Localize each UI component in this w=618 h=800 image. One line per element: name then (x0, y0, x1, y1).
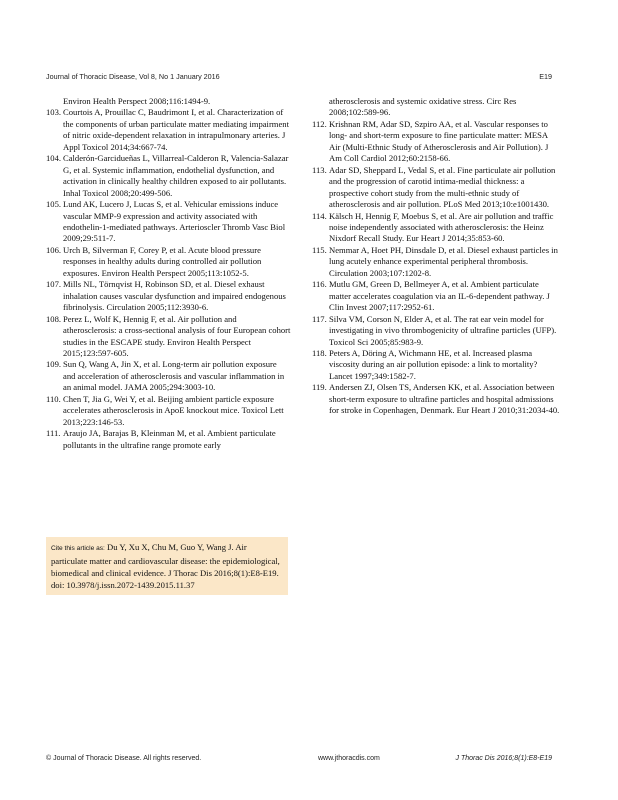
journal-reference: J Thorac Dis 2016;8(1):E8-E19 (455, 755, 552, 762)
reference-item: Environ Health Perspect 2008;116:1494-9. (63, 96, 211, 106)
reference-item: 104. Calderón-Garcidueñas L, Villarreal-Calderon R, Valencia-Salazar G, et al. Systemic inflammation, endothelial dysfunction, and activation in clinically healthy children exposed to air pollutants. Inhal Toxicol 2008;20:499-506. (46, 153, 289, 198)
reference-item: 114. Kälsch H, Hennig F, Moebus S, et al. Are air pollution and traffic noise independently associated with atherosclerosis: the Heinz Nixdorf Recall Study. Eur Heart J 2014;35:853-60. (312, 210, 554, 244)
left-column (46, 96, 291, 451)
reference-item: 117. Silva VM, Corson N, Elder A, et al. The rat ear vein model for investigating in vivo thrombogenicity of ultrafine particles (UFP). Toxicol Sci 2005;85:983-9. (312, 313, 557, 347)
reference-item: 107. Mills NL, Törnqvist H, Robinson SD, et al. Diesel exhaust inhalation causes vascular dysfunction and impaired endogenous fibrinolysis. Circulation 2005;112:3930-6. (46, 279, 286, 313)
reference-item: atherosclerosis and systemic oxidative stress. Circ Res 2008;102:589-96. (329, 96, 517, 118)
reference-item: 119. Andersen ZJ, Olsen TS, Andersen KK, et al. Association between short-term exposure to ultrafine particles and hospital admissions for stroke in Copenhagen, Denmark. Eur Heart J 2010;31:2034-40. (312, 382, 560, 416)
citation-lead: Cite this article as: (51, 545, 105, 552)
reference-item: 106. Urch B, Silverman F, Corey P, et al. Acute blood pressure responses in healthy adults during controlled air pollution exposures. Environ Health Perspect 2005;113:1052-5. (46, 244, 262, 278)
reference-item: 116. Mutlu GM, Green D, Bellmeyer A, et al. Ambient particulate matter accelerates coagulation via an IL-6-dependent pathway. J Clin Invest 2007;117:2952-61. (312, 279, 550, 313)
reference-item: 112. Krishnan RM, Adar SD, Szpiro AA, et al. Vascular responses to long- and short-term exposure to fine particulate matter: MESA Air (Multi-Ethnic Study of Atherosclerosis and Air Pollution). J Am Coll Cardiol 2012;60:2158-66. (312, 118, 549, 164)
page-number: E19 (539, 72, 552, 81)
reference-item: 103. Courtois A, Prouillac C, Baudrimont I, et al. Characterization of the components of urban particulate matter mediating impairment of nitric oxide-dependent relaxation in intrapulmonary arteries. J Appl Toxicol 2014;34:667-74. (46, 107, 289, 152)
citation-box (46, 537, 288, 595)
page-footer (46, 755, 552, 767)
journal-header: Journal of Thoracic Disease, Vol 8, No 1 January 2016 (46, 72, 220, 81)
reference-item: 109. Sun Q, Wang A, Jin X, et al. Long-term air pollution exposure and acceleration of atherosclerosis and vascular inflammation in an animal model. JAMA 2005;294:3003-10. (46, 359, 285, 393)
reference-item: 105. Lund AK, Lucero J, Lucas S, et al. Vehicular emissions induce vascular MMP-9 expression and activity associated with endothelin-1-mediated pathways. Arterioscler Thromb Vasc Biol 2009;29:511-7. (46, 199, 286, 244)
reference-item: 111. Araujo JA, Barajas B, Kleinman M, et al. Ambient particulate pollutants in the ultrafine range promote early (46, 428, 276, 450)
reference-item: 113. Adar SD, Sheppard L, Vedal S, et al. Fine particulate air pollution and the progression of carotid intima-medial thickness: a prospective cohort study from the multi-ethnic study of atherosclerosis and air pollution. PLoS Med 2013;10:e1001430. (312, 164, 556, 210)
website-link[interactable]: www.jthoracdis.com (318, 755, 380, 762)
reference-item: 108. Perez L, Wolf K, Hennig F, et al. Air pollution and atherosclerosis: a cross-sectional analysis of four European cohort studies in the ESCAPE study. Environ Health Perspect 2015;123:597-605. (46, 313, 291, 358)
reference-item: 118. Peters A, Döring A, Wichmann HE, et al. Increased plasma viscosity during an air pollution episode: a link to mortality? Lancet 1997;349:1582-7. (312, 347, 538, 381)
running-header (46, 72, 552, 84)
copyright-notice: © Journal of Thoracic Disease. All rights reserved. (46, 755, 202, 762)
right-column (312, 96, 560, 417)
reference-item: 115. Nemmar A, Hoet PH, Dinsdale D, et al. Diesel exhaust particles in lung acutely enhance experimental peripheral thrombosis. Circulation 2003;107:1202-8. (312, 244, 558, 278)
reference-item: 110. Chen T, Jia G, Wei Y, et al. Beijing ambient particle exposure accelerates atherosclerosis in ApoE knockout mice. Toxicol Lett 2013;223:146-53. (46, 393, 284, 427)
citation-text: Du Y, Xu X, Chu M, Guo Y, Wang J. Air particulate matter and cardiovascular disease: the epidemiological, biomedical and clinical evidence. J Thorac Dis 2016;8(1):E8-E19. doi: 10.3978/j.issn.2072-1439.2015.11.37 (51, 542, 280, 590)
